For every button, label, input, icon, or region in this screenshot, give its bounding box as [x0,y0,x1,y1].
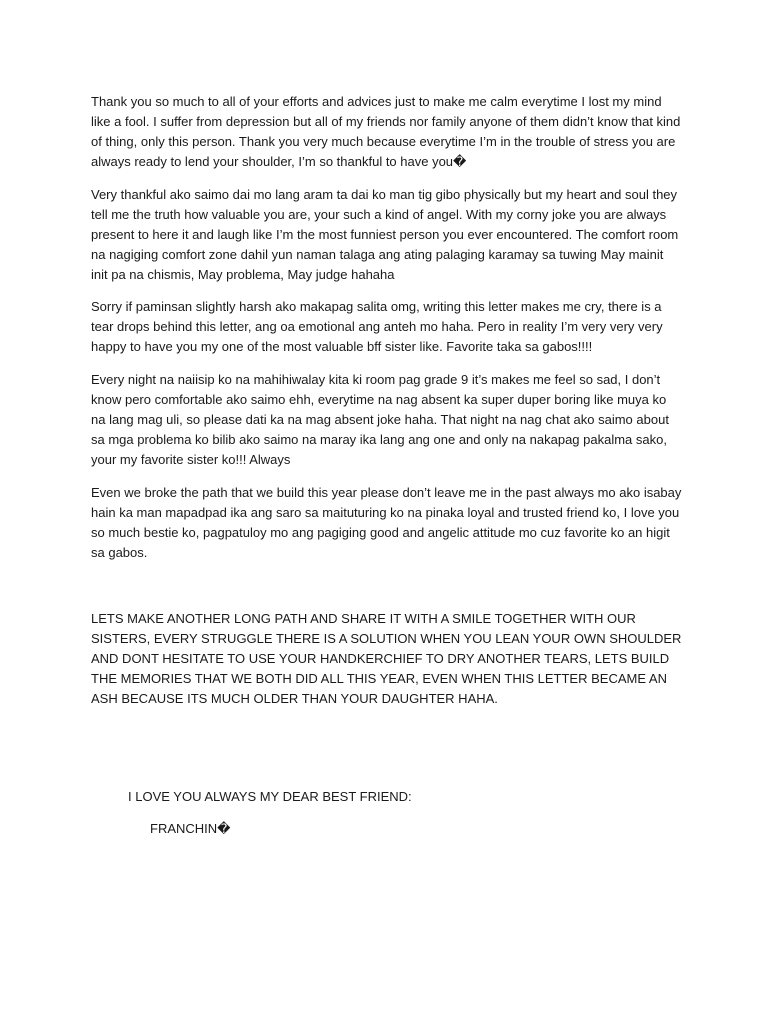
letter-paragraph-2: Very thankful ako saimo dai mo lang aram ta dai ko man tig gibo physically but my heart and soul they tell me the truth how valuable you are, your such a kind of angel. With my corny joke you are always present to here it and laugh like I’m the most funniest person you ever encountered. The comfort room na nagiging comfort zone dahil yun naman talaga ang ating palaging karamay sa tuwing May mainit init pa na chismis, May problema, May judge hahaha [91,187,679,282]
letter-paragraph-4: Every night na naiisip ko na mahihiwalay kita ki room pag grade 9 it’s makes me feel so sad, I don’t know pero comfortable ako saimo ehh, everytime na nag absent ka super duper boring like muya ko na lang mag uli, so please dati ka na mag absent joke haha. That night na nag chat ako saimo about sa mga problema ko bilib ako saimo na maray ika lang ang one and only na nakapag pakalma sako, your my favorite sister ko!!! Always [91,372,669,467]
letter-paragraph-5: Even we broke the path that we build this year please don’t leave me in the past always mo ako isabay hain ka man mapadpad ika ang saro sa maituturing ko na pinaka loyal and trusted friend ko, I love you so much bestie ko, pagpatuloy mo ang pagiging good and angelic attitude mo cuz favorite ko an higit sa gabos. [91,485,682,560]
letter-paragraph-uppercase: LETS MAKE ANOTHER LONG PATH AND SHARE IT WITH A SMILE TOGETHER WITH OUR SISTERS, EVERY STRUGGLE THERE IS A SOLUTION WHEN YOU LEAN YOUR OWN SHOULDER AND DONT HESITATE TO USE YOUR HANDKERCHIEF TO DRY ANOTHER TEARS, LETS BUILD THE MEMORIES THAT WE BOTH DID ALL THIS YEAR, EVEN WHEN THIS LETTER BECAME AN ASH BECAUSE ITS MUCH OLDER THAN YOUR DAUGHTER HAHA. [91,611,682,706]
signature: FRANCHIN� [150,821,231,836]
letter-paragraph-1: Thank you so much to all of your efforts and advices just to make me calm everytime I lost my mind like a fool. I suffer from depression but all of my friends nor family anyone of them didn’t know that kind of thing, only this person. Thank you very much because everytime I’m in the trouble of stress you are always ready to lend your shoulder, I’m so thankful to have you� [91,94,681,169]
letter-paragraph-3: Sorry if paminsan slightly harsh ako makapag salita omg, writing this letter makes me cry, there is a tear drops behind this letter, ang oa emotional ang anteh mo haha. Pero in reality I’m very very very happy to have you my one of the most valuable bff sister like. Favorite taka sa gabos!!!! [91,299,663,354]
closing-line: I LOVE YOU ALWAYS MY DEAR BEST FRIEND: [128,789,412,804]
